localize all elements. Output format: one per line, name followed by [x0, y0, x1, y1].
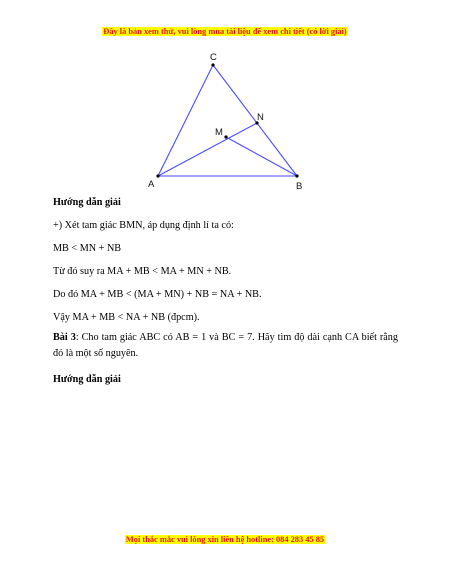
label-c: C [210, 52, 217, 63]
solution-heading-2: Hướng dẫn giải [53, 374, 121, 385]
solution-line-5: Vậy MA + MB < NA + NB (đpcm). [53, 312, 200, 323]
triangle-figure [140, 48, 320, 193]
solution-heading: Hướng dẫn giải [53, 197, 121, 208]
segment-an [158, 123, 257, 176]
preview-notice-banner [0, 27, 450, 36]
edge-ca [158, 65, 213, 176]
label-m: M [215, 127, 223, 138]
solution-line-2: MB < MN + NB [53, 243, 122, 254]
point-a [156, 174, 159, 177]
hotline-notice-banner [0, 535, 450, 544]
preview-notice-text: Đây là bản xem thử, vui lòng mua tài liệu để xem chi tiết (có lời giải) [103, 27, 347, 36]
label-n: N [257, 112, 264, 123]
hotline-notice-text: Mọi thắc mắc vui lòng xin liên hệ hotline: 084 283 45 85 [125, 535, 325, 544]
point-b [295, 174, 298, 177]
segment-mb [226, 137, 297, 176]
solution-line-3: Từ đó suy ra MA + MB < MA + MN + NB. [53, 266, 232, 277]
label-b: B [296, 181, 303, 192]
solution-line-1: +) Xét tam giác BMN, áp dụng định lí ta có: [53, 220, 234, 231]
label-a: A [148, 179, 155, 190]
exercise-3 [53, 330, 398, 362]
point-m [224, 135, 227, 138]
exercise-3-text: : Cho tam giác ABC có AB = 1 và BC = 7. Hãy tìm độ dài cạnh CA biết rằng đó là một số nguyên. [53, 332, 398, 359]
edge-cb [213, 65, 297, 176]
solution-line-4: Do đó MA + MB < (MA + MN) + NB = NA + NB. [53, 289, 262, 300]
point-c [211, 63, 214, 66]
exercise-3-label: Bài 3 [53, 332, 76, 343]
